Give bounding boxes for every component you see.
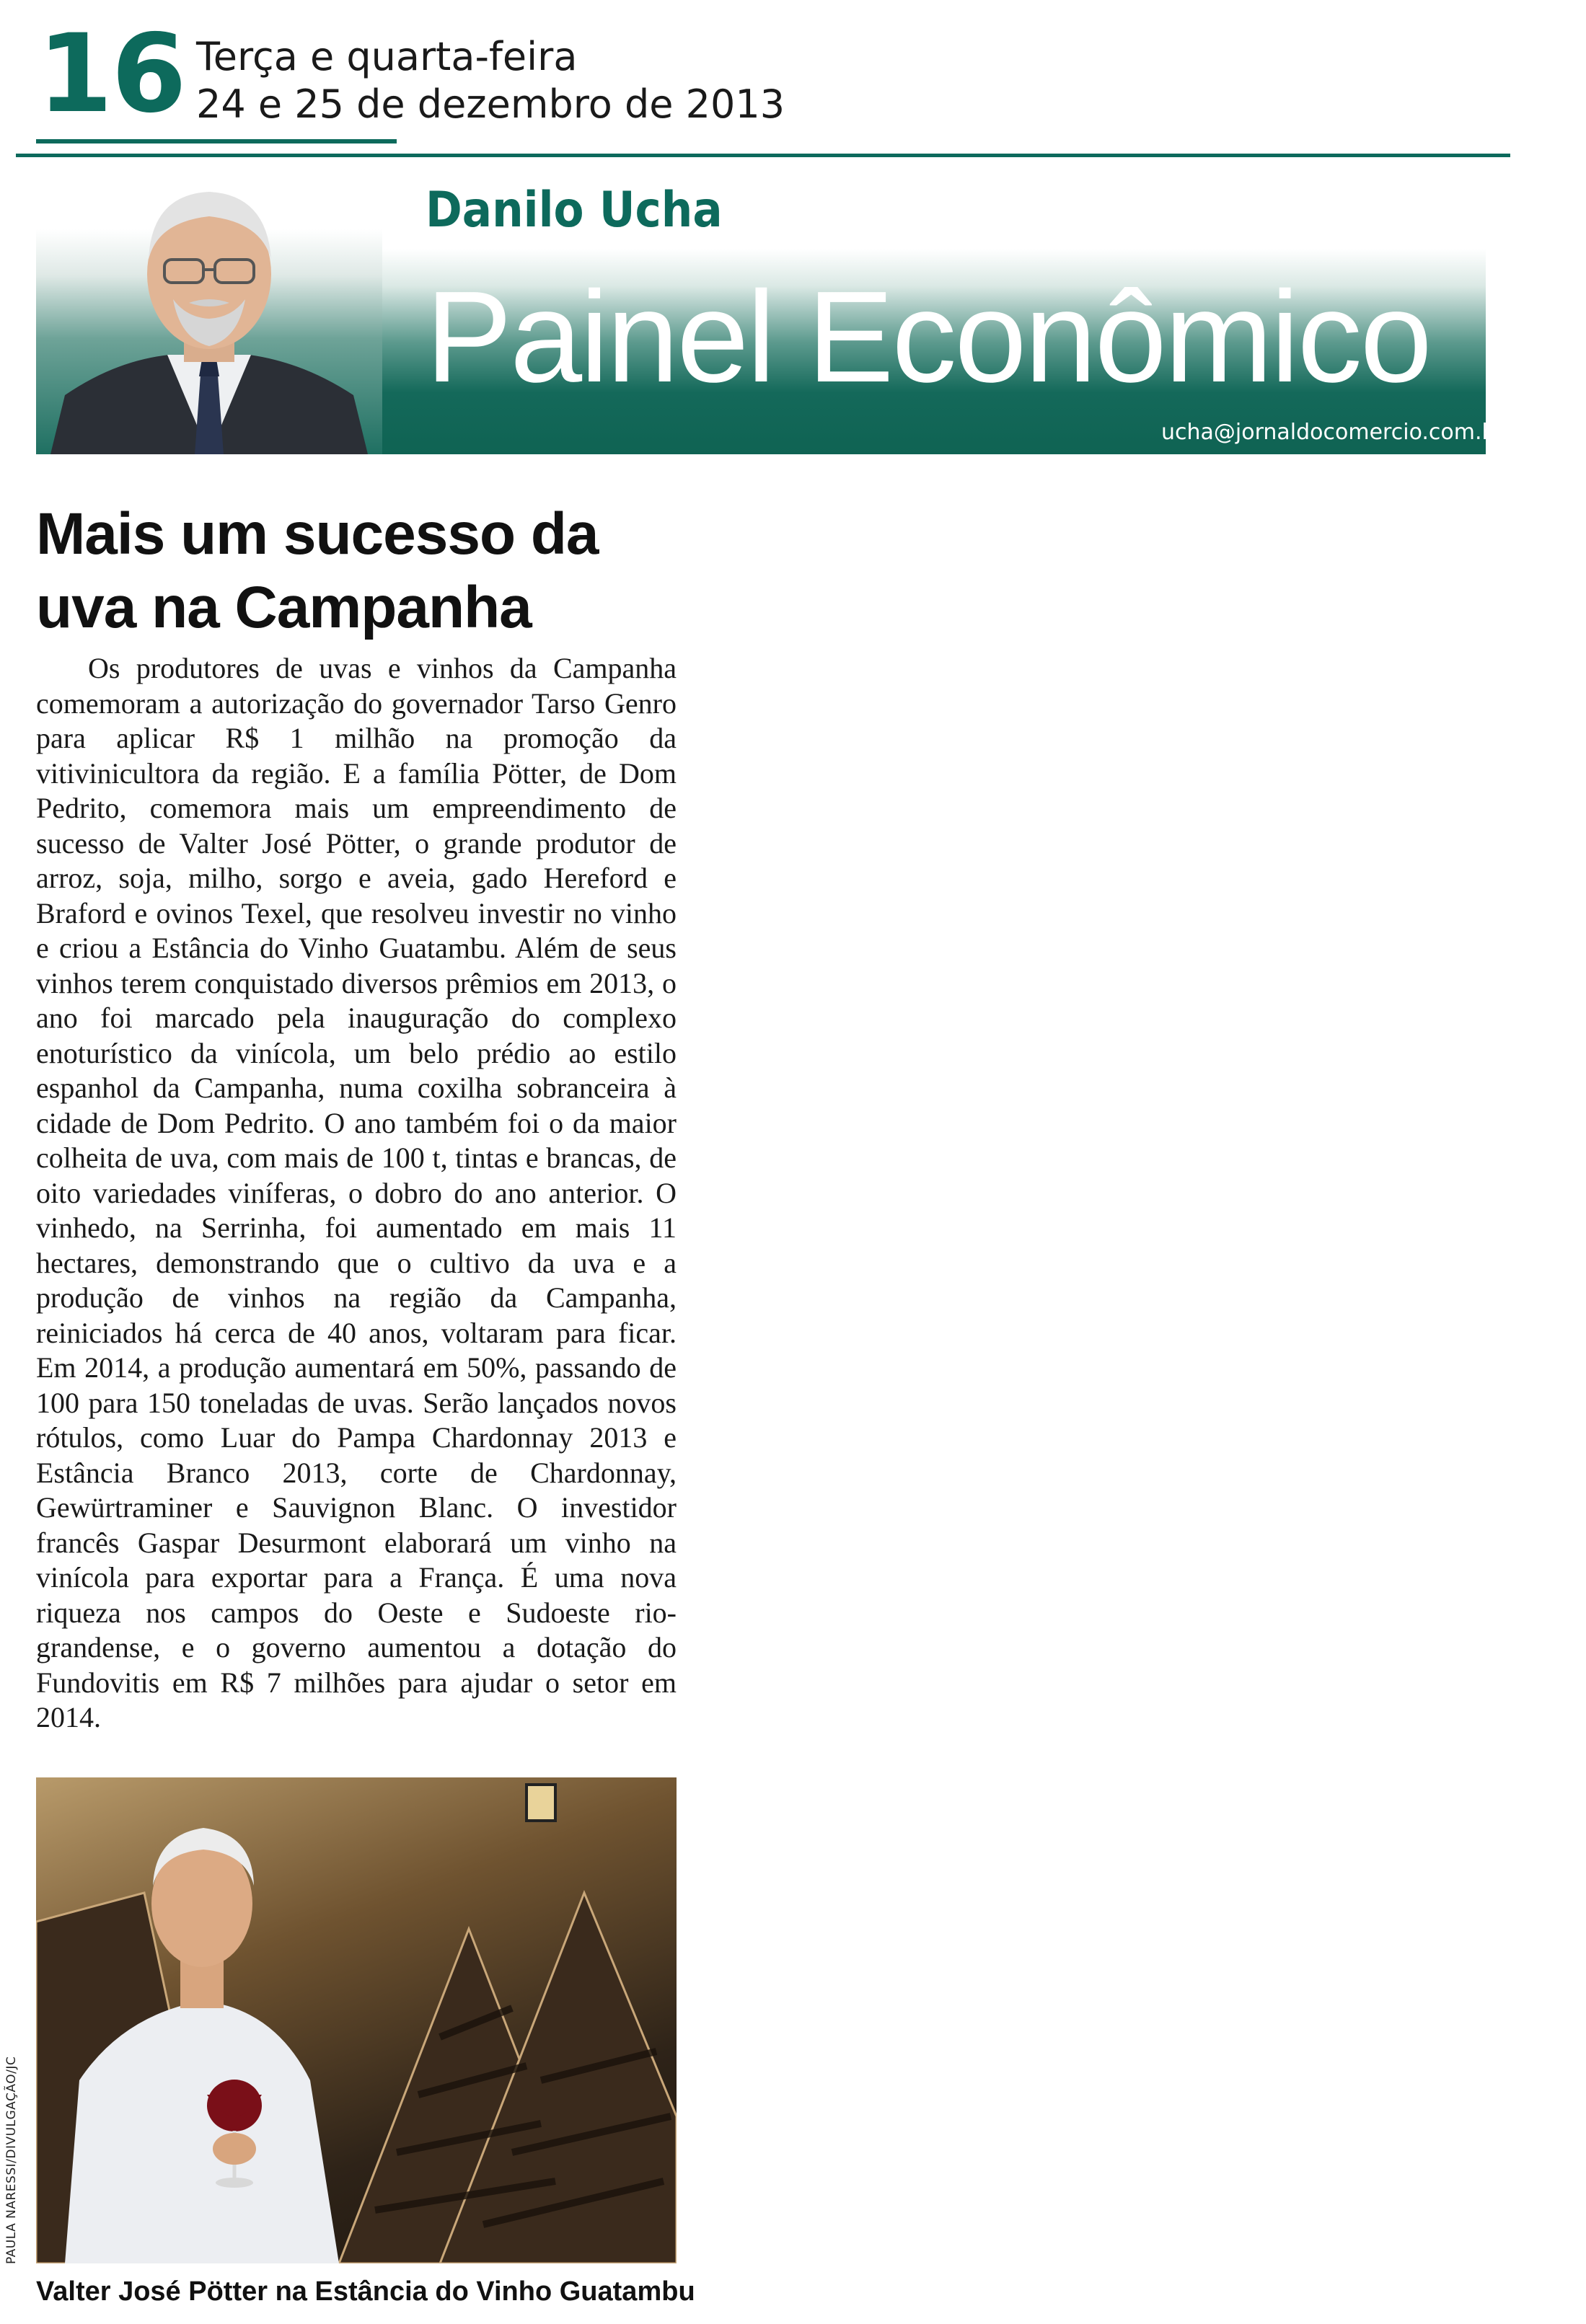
article-body: Os produtores de uvas e vinhos da Campanha comemoram a autorização do governador Tarso Genro para aplicar R$ 1 milhão na promoção da vitivinicultora da região. E a família Pötter, de Dom Pedrito, comemora mais um empreendimento de sucesso de Valter José Pötter, o grande produtor de arroz, soja, milho, sorgo e aveia, gado Hereford e Braford e ovinos Texel, que resolveu investir no vinho e criou a Estância do Vinho Guatambu. Além de seus vinhos terem conquistado diversos prêmios em 2013, o ano foi marcado pela inauguração do complexo enoturístico da vinícola, um belo prédio ao estilo espanhol da Campanha, numa coxilha sobranceira à cidade de Dom Pedrito. O ano também foi o da maior colheita de uva, com mais de 100 t, tintas e brancas, de oito variedades viníferas, o dobro do ano anterior. O vinhedo, na Serrinha, foi aumentado em mais 11 hectares, demonstrando que o cultivo da uva e a produção de vinhos na região da Campanha, reiniciados há cerca de 40 anos, voltaram para ficar. Em 2014, a produção aumentará em 50%, passando de 100 para 150 toneladas de uvas. Serão lançados novos rótulos, como Luar do Pampa Chardonnay 2013 e Estância Branco 2013, corte de Chardonnay, Gewürtraminer e Sauvignon Blanc. O investidor francês Gaspar Desurmont elaborará um vinho na vinícola para exportar para a França. É uma nova riqueza nos campos do Oeste e Sudoeste rio-grandense, e o governo aumentou a dotação do Fundovitis em R$ 7 milhões para ajudar o setor em 2014. — [36, 652, 677, 1733]
column-title: Painel Econômico — [426, 265, 1430, 410]
edition-days: Terça e quarta-feira — [196, 34, 578, 79]
article-headline: Mais um sucesso da uva na Campanha — [36, 501, 599, 640]
header-rule-short — [36, 139, 397, 143]
photo-caption: Valter José Pötter na Estância do Vinho Guatambu — [36, 2276, 695, 2307]
photo-credit: PAULA NARESSI/DIVULGAÇÃO/JC — [4, 2056, 19, 2264]
edition-date: 24 e 25 de dezembro de 2013 — [196, 81, 785, 127]
article-photo — [36, 1777, 677, 2263]
column-email: ucha@jornaldocomercio.com.br — [1161, 420, 1505, 445]
author-portrait — [36, 166, 382, 454]
article-photo-image — [36, 1777, 677, 2263]
page-number: 16 — [38, 12, 185, 137]
header-rule — [16, 154, 1510, 157]
column-author: Danilo Ucha — [426, 182, 723, 239]
author-portrait-image — [36, 166, 382, 454]
